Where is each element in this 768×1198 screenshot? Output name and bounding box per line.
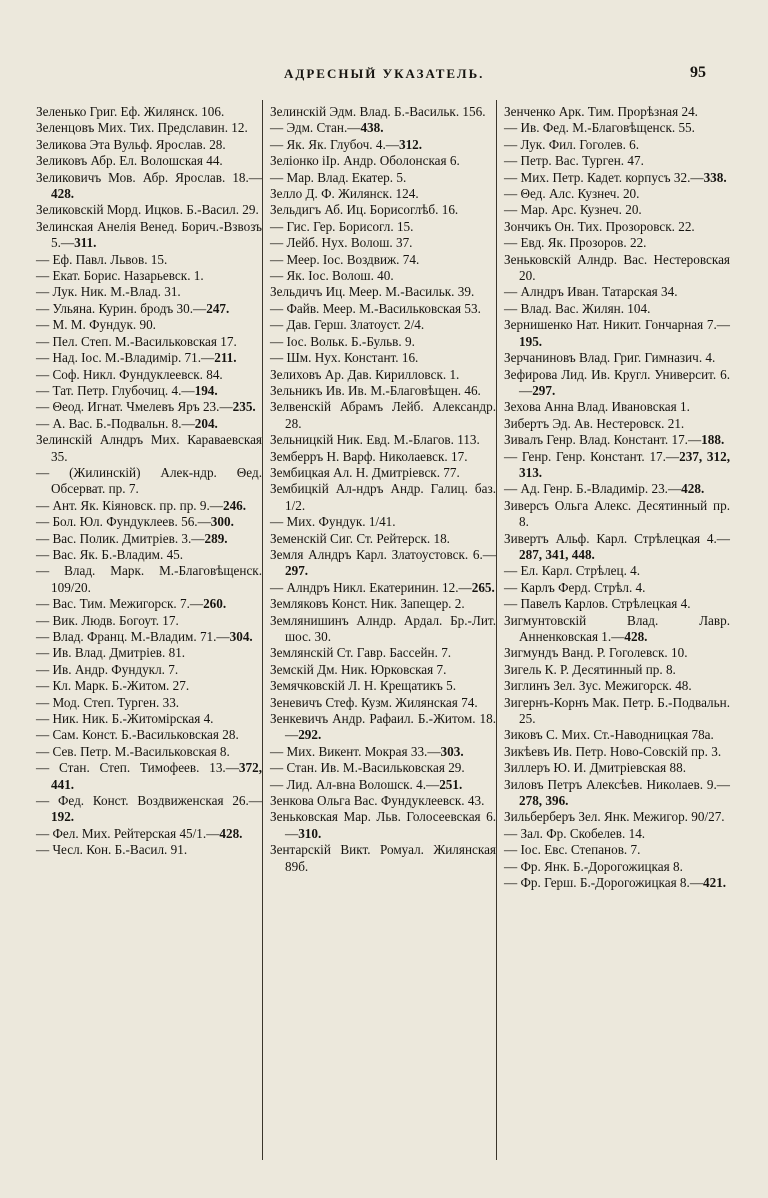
directory-entry: — Соф. Никл. Фундуклеевск. 84. [36,366,223,382]
directory-entry: — Ел. Карл. Стрѣлец. 4. [504,563,641,579]
directory-entry: — Мод. Степ. Турген. 33. [36,694,180,710]
directory-entry: — Лук. Фил. Гоголев. 6. [504,136,640,152]
directory-entry: — Над. Іос. М.-Владимір. 71.—211. [36,350,237,366]
directory-entry: — Екат. Борис. Назарьевск. 1. [36,268,204,284]
directory-entry: — Сев. Петр. М.-Васильковская 8. [36,743,230,759]
directory-entry: Зелинскій Эдм. Влад. Б.-Васильк. 156. [270,104,486,119]
column-1 [36,104,262,859]
directory-entry: — Мих. Фундук. 1/41. [270,514,396,530]
directory-entry: — Бол. Юл. Фундуклеев. 56.—300. [36,514,234,530]
directory-entry: Зикѣевъ Ив. Петр. Ново-Совскій пр. 3. [504,743,722,759]
directory-entry: — Файв. Меер. М.-Васильковская 53. [270,300,481,316]
directory-entry: — Зал. Фр. Скобелев. 14. [504,825,646,841]
directory-entry: — Влад. Марк. М.-Благовѣщенск. 109/20. [36,563,262,595]
directory-entry: Земячковскій Л. Н. Крещатикъ 5. [270,678,457,694]
directory-entry: — Стан. Ив. М.-Васильковская 29. [270,760,465,776]
directory-entry: — Як. Як. Глубоч. 4.—312. [270,136,423,152]
directory-entry: — Еф. Павл. Львов. 15. [36,251,168,267]
directory-entry: Зеликовскій Морд. Ицков. Б.-Васил. 29. [36,202,259,218]
directory-entry: — Ант. Як. Кіяновск. пр. пр. 9.—246. [36,497,247,513]
directory-entry: — Чесл. Кон. Б.-Васил. 91. [36,842,188,858]
directory-entry: Зиловъ Петръ Алексѣев. Николаев. 9.—278, 396. [504,776,730,809]
directory-entry: — Меер. Іос. Воздвиж. 74. [270,251,420,267]
directory-entry: — Шм. Нух. Констант. 16. [270,350,419,366]
page-number: 95 [690,64,706,81]
directory-entry: Земберръ Н. Варф. Николаевск. 17. [270,448,468,464]
directory-entry: Зеленцовъ Мих. Тих. Предславин. 12. [36,120,248,136]
directory-entry: — Влад. Франц. М.-Владим. 71.—304. [36,629,253,644]
directory-entry: Зеликова Эта Вульф. Ярослав. 28. [36,136,226,152]
directory-entry: Зивалъ Генр. Влад. Констант. 17.—188. [504,432,725,448]
directory-entry: Зильберберъ Зел. Янк. Межигор. 90/27. [504,809,725,825]
directory-entry: — Алндръ Иван. Татарская 34. [504,284,678,300]
directory-entry: — Кл. Марк. Б.-Житом. 27. [36,678,190,694]
directory-entry: Зефирова Лид. Ив. Кругл. Университ. 6.—297. [504,366,730,398]
directory-entry: Зернишенко Нат. Никит. Гончарная 7.—195. [504,317,730,349]
directory-entry: Зехова Анна Влад. Ивановская 1. [504,399,690,415]
directory-entry: — Вас. Тим. Межигорск. 7.—260. [36,596,227,612]
column-2 [270,104,496,875]
directory-entry: Зигмундъ Ванд. Р. Гоголевск. 10. [504,645,688,661]
directory-entry: Зельдичъ Иц. Меер. М.-Васильк. 39. [270,284,475,300]
directory-entry: Зеликовъ Абр. Ел. Волошская 44. [36,153,223,169]
directory-entry: — Як. Іос. Волош. 40. [270,268,394,284]
directory-entry: Зенченко Арк. Тим. Прорѣзная 24. [504,104,698,119]
directory-entry: Зембицкій Ал-ндръ Андр. Галиц. баз. 1/2. [270,481,496,513]
column-3 [504,104,730,892]
directory-entry: Зелвенскій Абрамъ Лейб. Александр. 28. [270,399,496,431]
directory-entry: Зеліонко іІр. Андр. Оболонская 6. [270,153,460,169]
directory-entry: Зигернъ-Корнъ Мак. Петр. Б.-Подвальн. 25. [504,694,730,727]
directory-entry: Зеневичъ Стеф. Кузм. Жилянская 74. [270,694,478,710]
directory-entry: — Іос. Вольк. Б.-Бульв. 9. [270,333,415,349]
directory-entry: — Θеод. Игнат. Чмелевъ Яръ 23.—235. [36,399,256,415]
directory-entry: Землянскій Ст. Гавр. Бассейн. 7. [270,645,452,661]
directory-entry: Зиллеръ Ю. И. Дмитріевская 88. [504,760,686,776]
directory-entry: — Фр. Герш. Б.-Дорогожицкая 8.—421. [504,875,727,891]
directory-entry: — Павелъ Карлов. Стрѣлецкая 4. [504,596,691,612]
running-head: АДРЕСНЫЙ УКАЗАТЕЛЬ. [284,66,485,81]
directory-entry: — Гис. Гер. Борисогл. 15. [270,218,414,234]
directory-entry: Земля Алндръ Карл. Златоустовск. 6.—297. [270,546,496,579]
directory-entry: Зеньковская Мар. Льв. Голосеевская 6.—310. [270,809,496,841]
directory-entry: — Фел. Мих. Рейтерская 45/1.—428. [36,825,243,841]
directory-entry: Земскій Дм. Ник. Юрковская 7. [270,661,447,677]
directory-entry: Зерчаниновъ Влад. Григ. Гимназич. 4. [504,350,716,366]
directory-entry: — Лук. Ник. М.-Влад. 31. [36,284,181,300]
directory-entry: Зелинская Анелія Венед. Борич.-Взвозъ 5.—311. [36,218,262,251]
directory-entry: — Тат. Петр. Глубочиц. 4.—194. [36,382,218,398]
directory-entry: Зеликовичъ Мов. Абр. Ярослав. 18.—428. [36,169,262,202]
directory-entry: Зелиховъ Ар. Дав. Кирилловск. 1. [270,366,460,382]
directory-entry: — Мих. Петр. Кадет. корпусъ 32.—338. [504,169,727,185]
directory-entry: Зигмунтовскій Влад. Лавр. Анненковская 1.—428. [504,612,730,644]
directory-entry: Зибертъ Эд. Ав. Нестеровск. 21. [504,415,685,431]
directory-entry: — Пел. Степ. М.-Васильковская 17. [36,333,237,349]
directory-entry: Зельдигъ Аб. Иц. Борисоглѣб. 16. [270,202,459,218]
directory-entry: Зиковъ С. Мих. Ст.-Наводницкая 78а. [504,727,714,743]
directory-entry: — Ад. Генр. Б.-Владимір. 23.—428. [504,481,705,497]
directory-entry: — Мар. Арс. Кузнеч. 20. [504,202,642,218]
directory-entry: Зиглинъ Зел. Зус. Межигорск. 48. [504,678,692,694]
directory-entry: Зельницкій Ник. Евд. М.-Благов. 113. [270,432,480,448]
column-rule [262,100,263,1160]
directory-entry: Зембицкая Ал. Н. Дмитріевск. 77. [270,464,460,480]
directory-entry: Зигель К. Р. Десятинный пр. 8. [504,661,676,677]
directory-entry: — Мар. Влад. Екатер. 5. [270,169,407,185]
directory-entry: — Ив. Влад. Дмитріев. 81. [36,645,186,661]
directory-entry: — Сам. Конст. Б.-Васильковская 28. [36,727,239,743]
directory-entry: — Алндръ Никл. Екатеринин. 12.—265. [270,579,495,595]
directory-entry: — Ульяна. Курин. бродъ 30.—247. [36,300,230,316]
directory-entry: — Фр. Янк. Б.-Дорогожицкая 8. [504,858,683,874]
directory-entry: — Лид. Ал-вна Волошск. 4.—251. [270,776,463,792]
directory-entry: Землянишинъ Алндр. Ардал. Бр.-Лит. шос. 30. [270,612,496,644]
directory-entry: Зиверсъ Ольга Алекс. Десятинный пр. 8. [504,497,730,530]
directory-entry: — Мих. Викент. Мокрая 33.—303. [270,743,464,759]
column-rule [496,100,497,1160]
directory-entry: — Влад. Вас. Жилян. 104. [504,300,651,316]
directory-entry: — Ив. Фед. М.-Благовѣщенск. 55. [504,120,695,136]
directory-entry: — Эдм. Стан.—438. [270,120,384,136]
directory-entry: Зеньковскій Алндр. Вас. Нестеровская 20. [504,251,730,284]
directory-entry: — Вас. Як. Б.-Владим. 45. [36,546,184,562]
directory-entry: Зентарскій Викт. Ромуал. Жилянская 89б. [270,842,496,874]
directory-entry: — (Жилинскій) Алек-ндр. Θед. Обсерват. пр. 7. [36,464,262,497]
directory-entry: — Стан. Степ. Тимофеев. 13.—372, 441. [36,760,262,792]
directory-entry: — Дав. Герш. Златоуст. 2/4. [270,317,425,333]
directory-entry: — Вас. Полик. Дмитріев. 3.—289. [36,530,228,546]
directory-entry: — Евд. Як. Прозоров. 22. [504,235,647,251]
directory-entry: — Карлъ Ферд. Стрѣл. 4. [504,579,646,595]
directory-entry: — Генр. Генр. Констант. 17.—237, 312, 313. [504,448,730,480]
directory-entry: — Ник. Ник. Б.-Житомірская 4. [36,711,214,727]
directory-entry: — Петр. Вас. Турген. 47. [504,153,644,169]
directory-entry: — Лейб. Нух. Волош. 37. [270,235,413,251]
directory-entry: Земенскій Сиг. Ст. Рейтерск. 18. [270,530,450,546]
directory-entry: — Вик. Людв. Богоут. 17. [36,612,179,628]
directory-entry: Зеленько Григ. Еф. Жилянск. 106. [36,104,225,119]
directory-entry: — Фед. Конст. Воздвиженская 26.—192. [36,793,262,825]
directory-entry: Зенкова Ольга Вас. Фундуклеевск. 43. [270,793,485,809]
directory-entry: Зелинскій Алндръ Мих. Караваевская 35. [36,432,262,464]
directory-entry: — Ив. Андр. Фундукл. 7. [36,661,179,677]
directory-entry: — Іос. Евс. Степанов. 7. [504,842,641,858]
directory-entry: Зелло Д. Ф. Жилянск. 124. [270,186,419,202]
directory-entry: — М. М. Фундук. 90. [36,317,156,333]
directory-entry: Зенкевичъ Андр. Рафаил. Б.-Житом. 18.—292. [270,711,496,743]
directory-entry: — Θед. Алс. Кузнеч. 20. [504,186,640,202]
directory-entry: Зивертъ Альф. Карл. Стрѣлецкая 4.—287, 341, 448. [504,530,730,562]
directory-entry: Зельникъ Ив. Ив. М.-Благовѣщен. 46. [270,382,481,398]
directory-entry: Земляковъ Конст. Ник. Запещер. 2. [270,596,465,612]
directory-entry: Зончикъ Он. Тих. Прозоровск. 22. [504,218,695,234]
directory-entry: — А. Вас. Б.-Подвальн. 8.—204. [36,415,218,431]
